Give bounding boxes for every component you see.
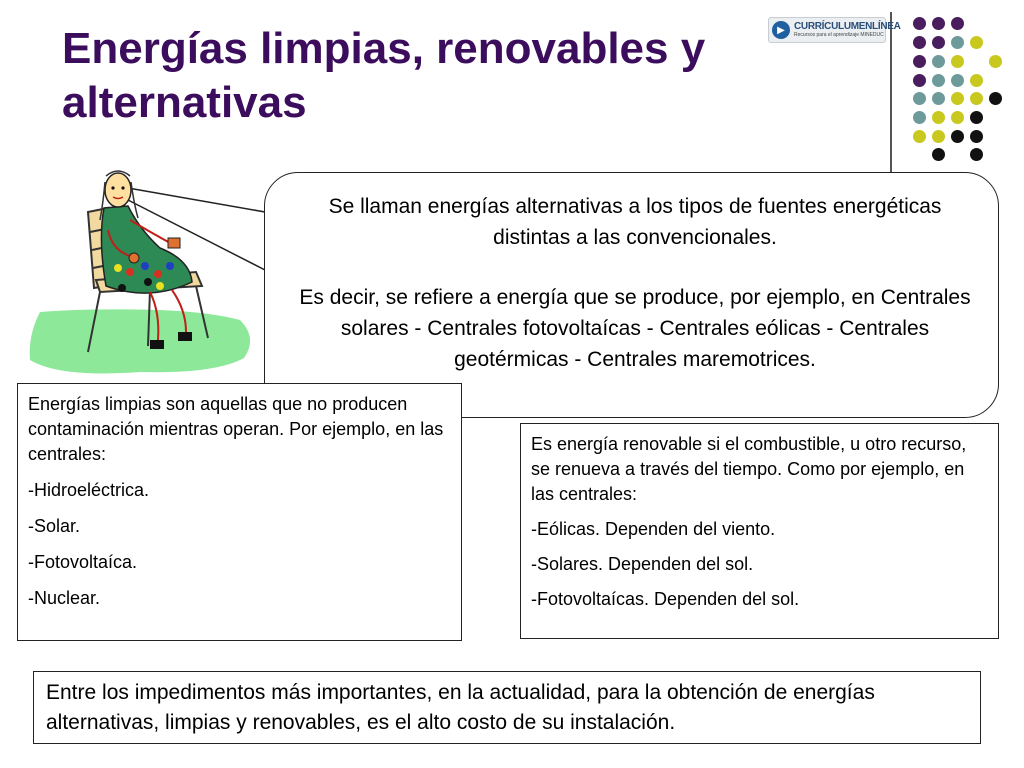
curriculum-logo[interactable]	[768, 17, 901, 43]
dot-purple	[951, 17, 964, 30]
girl-on-chair-illustration	[0, 160, 290, 390]
dot-teal	[932, 55, 945, 68]
dot-olive	[951, 111, 964, 124]
dot-olive	[970, 36, 983, 49]
conclusion-text: Entre los impedimentos más importantes, en la actualidad, para la obtención de energías alternativas, limpias y renovables, es el alto costo de su instalación.	[46, 681, 875, 734]
dot-purple	[932, 36, 945, 49]
dot-black	[989, 92, 1002, 105]
renewable-energy-box	[520, 423, 999, 639]
list-item: -Fotovoltaícas. Dependen del sol.	[531, 589, 800, 609]
logo-tagline: Recursos para el aprendizaje MINEDUC	[794, 32, 884, 38]
title-divider-line	[890, 12, 892, 187]
dot-purple	[913, 55, 926, 68]
dot-olive	[970, 74, 983, 87]
dot-black	[932, 148, 945, 161]
dot-olive	[970, 92, 983, 105]
logo-name: CURRÍCULUMENLÍNEA	[794, 21, 901, 32]
dot-black	[970, 111, 983, 124]
dot-olive	[951, 55, 964, 68]
dot-teal	[932, 74, 945, 87]
renewable-energy-intro: Es energía renovable si el combustible, u otro recurso, se renueva a través del tiempo. Como por ejemplo, en las centrales:	[531, 434, 967, 504]
dot-teal	[913, 92, 926, 105]
list-item: -Fotovoltaíca.	[28, 552, 138, 572]
clean-energy-intro: Energías limpias son aquellas que no producen contaminación mientras operan. Por ejemplo, en las centrales:	[28, 394, 444, 464]
conclusion-box	[33, 671, 981, 744]
alternative-examples: Es decir, se refiere a energía que se produce, por ejemplo, en Centrales solares - Centrales fotovoltaícas - Centrales eólicas - Centrales geotérmicas - Centrales maremotrices.	[299, 286, 971, 371]
list-item: -Eólicas. Dependen del viento.	[531, 519, 776, 539]
dot-olive	[913, 130, 926, 143]
grass-patch	[30, 309, 250, 373]
dot-teal	[913, 111, 926, 124]
bubble-tail-upper	[128, 188, 265, 212]
play-arrow-icon: ▶	[772, 21, 790, 39]
dot-black	[970, 148, 983, 161]
speech-bubble-text	[290, 191, 980, 375]
dot-olive	[932, 111, 945, 124]
clean-energy-box	[17, 383, 462, 641]
dot-olive	[951, 92, 964, 105]
list-item: -Hidroeléctrica.	[28, 480, 150, 500]
slide-title: Energías limpias, renovables y alternativas	[62, 24, 706, 127]
dot-purple	[932, 17, 945, 30]
dot-purple	[913, 36, 926, 49]
dot-purple	[913, 74, 926, 87]
list-item: -Solares. Dependen del sol.	[531, 554, 754, 574]
list-item: -Solar.	[28, 516, 81, 536]
alternative-definition: Se llaman energías alternativas a los tipos de fuentes energéticas distintas a las convencionales.	[328, 195, 942, 249]
dot-olive	[932, 130, 945, 143]
dot-teal	[951, 74, 964, 87]
girl-head	[105, 173, 131, 207]
list-item: -Nuclear.	[28, 588, 101, 608]
dot-olive	[989, 55, 1002, 68]
dot-teal	[951, 36, 964, 49]
dot-teal	[932, 92, 945, 105]
dot-black	[951, 130, 964, 143]
dot-purple	[913, 17, 926, 30]
dot-black	[970, 130, 983, 143]
